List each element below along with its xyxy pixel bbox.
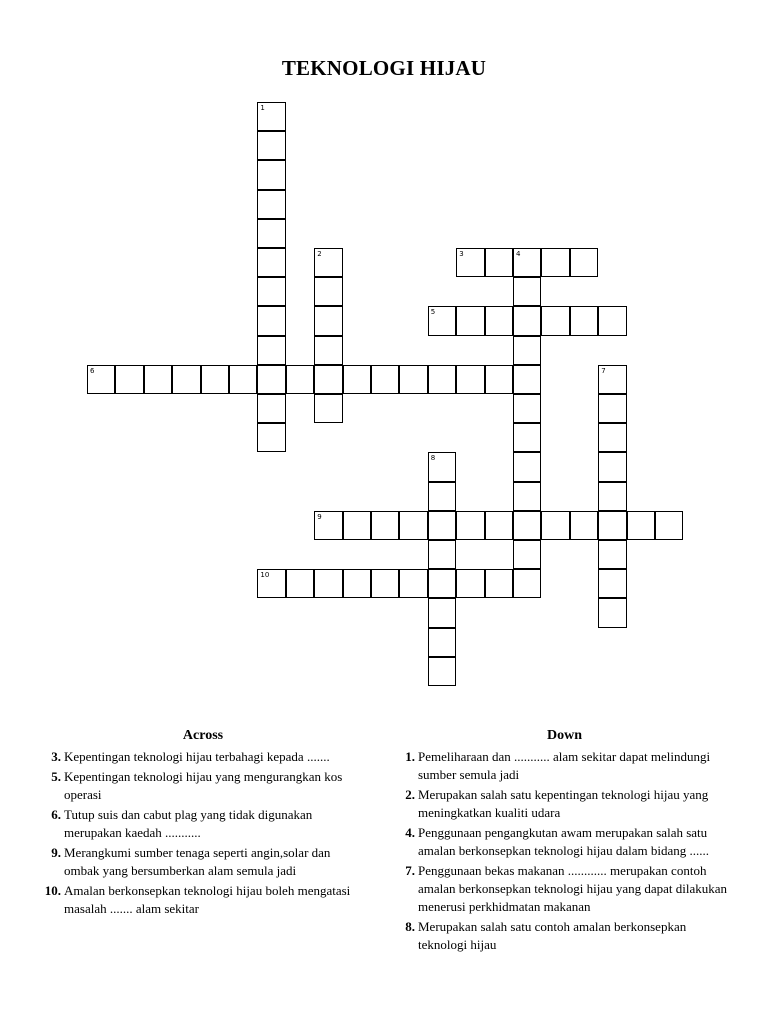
clue-text: Penggunaan bekas makanan ............ merupakan contoh amalan berkonsepkan teknologi hijau yang dapat dilakukan menerusi perkhidmatan makanan: [418, 863, 728, 914]
grid-cell[interactable]: [598, 423, 626, 452]
grid-cell[interactable]: [257, 423, 285, 452]
grid-cell[interactable]: [115, 365, 143, 394]
clue-across-10: [38, 882, 368, 918]
grid-cell[interactable]: [428, 452, 456, 481]
grid-cell[interactable]: [286, 365, 314, 394]
grid-cell[interactable]: [314, 336, 342, 365]
grid-cell[interactable]: [456, 569, 484, 598]
clue-down-2: [392, 786, 737, 822]
grid-cell[interactable]: [428, 365, 456, 394]
grid-cell[interactable]: [456, 248, 484, 277]
grid-cell[interactable]: [655, 511, 683, 540]
cell-number: 9: [317, 512, 322, 521]
grid-cell[interactable]: [627, 511, 655, 540]
grid-cell[interactable]: [570, 511, 598, 540]
grid-cell[interactable]: [314, 394, 342, 423]
clue-number: 2.: [405, 787, 415, 802]
clue-number: 3.: [51, 749, 61, 764]
grid-cell[interactable]: [598, 540, 626, 569]
grid-cell[interactable]: [513, 511, 541, 540]
clue-text: Merupakan salah satu contoh amalan berkonsepkan teknologi hijau: [418, 919, 687, 952]
clue-across-3: [38, 748, 368, 766]
grid-cell[interactable]: [456, 511, 484, 540]
page-title: TEKNOLOGI HIJAU: [281, 56, 487, 80]
grid-cell[interactable]: [257, 248, 285, 277]
grid-cell[interactable]: [513, 336, 541, 365]
grid-cell[interactable]: [513, 277, 541, 306]
clue-across-6: [38, 806, 368, 842]
clue-down-1: [392, 748, 737, 784]
clue-number: 5.: [51, 769, 61, 784]
grid-cell[interactable]: [343, 511, 371, 540]
grid-cell[interactable]: [428, 569, 456, 598]
across-heading: Across: [182, 728, 224, 743]
grid-cell[interactable]: [314, 365, 342, 394]
cell-number: 2: [317, 250, 322, 258]
grid-cell[interactable]: [598, 598, 626, 627]
grid-cell[interactable]: [399, 365, 427, 394]
grid-cell[interactable]: [257, 102, 285, 131]
grid-cell[interactable]: [87, 365, 115, 394]
cell-number: 10: [260, 571, 270, 580]
clue-number: 7.: [405, 863, 415, 878]
grid-cell[interactable]: [428, 628, 456, 657]
grid-cell[interactable]: [399, 569, 427, 598]
clue-number: 6.: [51, 807, 61, 822]
clue-text: Merupakan salah satu kepentingan teknologi hijau yang meningkatkan kualiti udara: [418, 787, 709, 820]
grid-cell[interactable]: [428, 511, 456, 540]
clue-text: Kepentingan teknologi hijau terbahagi kepada .......: [64, 749, 330, 764]
cell-number: 7: [601, 366, 606, 375]
grid-cell[interactable]: [343, 569, 371, 598]
cell-number: 1: [260, 104, 265, 112]
grid-cell[interactable]: [428, 306, 456, 335]
clue-text: Pemeliharaan dan ........... alam sekitar dapat melindungi sumber semula jadi: [418, 749, 711, 782]
grid-cell[interactable]: [371, 365, 399, 394]
grid-cell[interactable]: [485, 306, 513, 335]
grid-cell[interactable]: [485, 248, 513, 277]
grid-cell[interactable]: [257, 190, 285, 219]
clue-text: Kepentingan teknologi hijau yang mengurangkan kos operasi: [64, 769, 343, 802]
grid-cell[interactable]: [257, 306, 285, 335]
grid-cell[interactable]: [513, 540, 541, 569]
grid-cell[interactable]: [456, 306, 484, 335]
grid-cell[interactable]: [513, 394, 541, 423]
clue-across-9: [38, 844, 368, 880]
grid-cell[interactable]: [485, 569, 513, 598]
grid-cell[interactable]: [513, 248, 541, 277]
grid-cell[interactable]: [428, 482, 456, 511]
grid-cell[interactable]: [314, 248, 342, 277]
grid-cell[interactable]: [314, 306, 342, 335]
grid-cell[interactable]: [286, 569, 314, 598]
grid-cell[interactable]: [598, 365, 626, 394]
grid-cell[interactable]: [257, 569, 285, 598]
grid-cell[interactable]: [428, 540, 456, 569]
grid-cell[interactable]: [201, 365, 229, 394]
down-heading: Down: [546, 728, 582, 743]
clue-number: 4.: [405, 825, 415, 840]
grid-cell[interactable]: [257, 277, 285, 306]
grid-cell[interactable]: [343, 365, 371, 394]
grid-cell[interactable]: [257, 160, 285, 189]
clue-text: Amalan berkonsepkan teknologi hijau boleh mengatasi masalah ....... alam sekitar: [64, 883, 351, 916]
clue-down-7: [392, 862, 737, 916]
grid-cell[interactable]: [541, 306, 569, 335]
grid-cell[interactable]: [257, 219, 285, 248]
grid-cell[interactable]: [371, 569, 399, 598]
grid-cell[interactable]: [144, 365, 172, 394]
grid-cell[interactable]: [541, 511, 569, 540]
cell-number: 6: [90, 366, 95, 375]
grid-cell[interactable]: [428, 657, 456, 686]
grid-cell[interactable]: [229, 365, 257, 394]
grid-cell[interactable]: [257, 336, 285, 365]
across-clues: [38, 728, 368, 920]
grid-cell[interactable]: [485, 511, 513, 540]
down-clues: [392, 728, 737, 956]
grid-cell[interactable]: [570, 248, 598, 277]
grid-cell[interactable]: [257, 394, 285, 423]
cell-number: 4: [516, 250, 521, 258]
grid-cell[interactable]: [371, 511, 399, 540]
grid-cell[interactable]: [314, 511, 342, 540]
clue-across-5: [38, 768, 368, 804]
grid-cell[interactable]: [513, 569, 541, 598]
grid-cell[interactable]: [570, 306, 598, 335]
clue-down-4: [392, 824, 737, 860]
grid-cell[interactable]: [257, 365, 285, 394]
cell-number: 5: [430, 308, 436, 317]
grid-cell[interactable]: [513, 306, 541, 335]
grid-cell[interactable]: [456, 365, 484, 394]
grid-cell[interactable]: [513, 365, 541, 394]
cell-number: 8: [430, 454, 436, 463]
grid-cell[interactable]: [598, 306, 626, 335]
grid-cell[interactable]: [598, 569, 626, 598]
grid-cell[interactable]: [513, 423, 541, 452]
grid-cell[interactable]: [257, 131, 285, 160]
grid-cell[interactable]: [428, 598, 456, 627]
clue-text: Merangkumi sumber tenaga seperti angin,solar dan ombak yang bersumberkan alam semula jadi: [64, 845, 331, 878]
cell-number: 3: [459, 250, 464, 258]
grid-cell[interactable]: [172, 365, 200, 394]
clue-down-8: [392, 918, 737, 954]
grid-cell[interactable]: [314, 277, 342, 306]
grid-cell[interactable]: [598, 511, 626, 540]
grid-cell[interactable]: [399, 511, 427, 540]
clue-number: 8.: [405, 919, 415, 934]
grid-cell[interactable]: [314, 569, 342, 598]
clue-text: Tutup suis dan cabut plag yang tidak digunakan merupakan kaedah ...........: [64, 807, 313, 840]
clue-number: 9.: [51, 845, 61, 860]
grid-cell[interactable]: [598, 452, 626, 481]
grid-cell[interactable]: [541, 248, 569, 277]
grid-cell[interactable]: [598, 482, 626, 511]
clue-number: 10.: [44, 883, 61, 898]
clue-number: 1.: [405, 749, 415, 764]
grid-cell[interactable]: [513, 452, 541, 481]
clue-text: Penggunaan pengangkutan awam merupakan salah satu amalan berkonsepkan teknologi hijau dalam bidang ......: [418, 825, 709, 858]
grid-cell[interactable]: [485, 365, 513, 394]
grid-cell[interactable]: [598, 394, 626, 423]
grid-cell[interactable]: [513, 482, 541, 511]
